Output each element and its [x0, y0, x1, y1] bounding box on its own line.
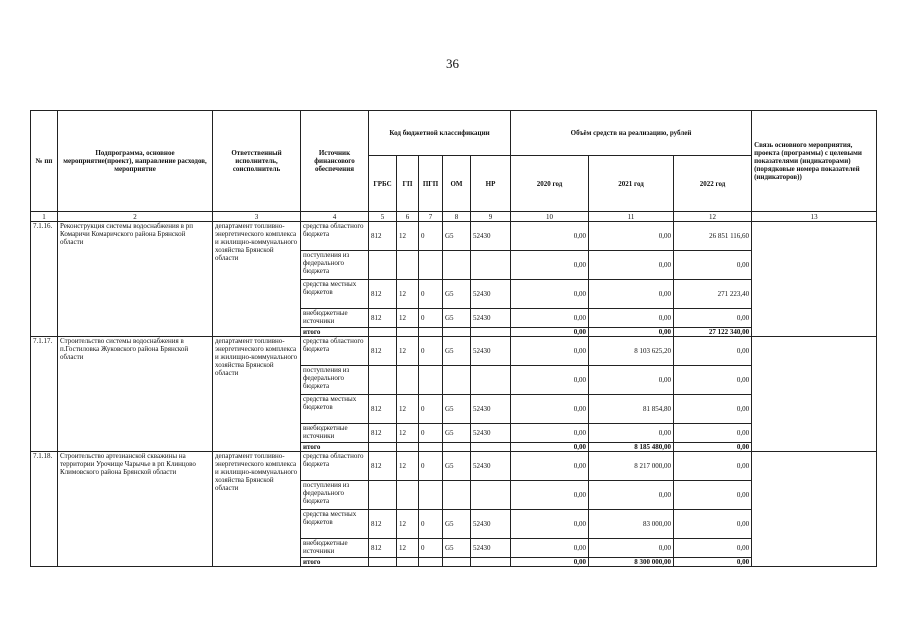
header-pgp: ПГП	[419, 156, 443, 212]
code-pgp: 0	[419, 395, 443, 424]
amount-y2022: 0,00	[674, 510, 752, 539]
code-grbs: 812	[369, 539, 397, 558]
code-np: 52430	[471, 309, 511, 328]
code-pgp: 0	[419, 309, 443, 328]
code-grbs: 812	[369, 280, 397, 309]
code-pgp	[419, 251, 443, 280]
empty-cell	[419, 558, 443, 567]
code-gp: 12	[397, 222, 419, 251]
amount-y2021: 8 217 000,00	[589, 452, 674, 481]
code-gp: 12	[397, 510, 419, 539]
code-pgp: 0	[419, 280, 443, 309]
col-num: 13	[752, 212, 877, 222]
code-om: G5	[443, 452, 471, 481]
code-om: G5	[443, 280, 471, 309]
funding-source: средства областного бюджета	[301, 452, 369, 481]
col-num: 11	[589, 212, 674, 222]
code-np	[471, 481, 511, 510]
funding-source: средства местных бюджетов	[301, 510, 369, 539]
amount-y2020: 0,00	[511, 222, 589, 251]
code-grbs	[369, 366, 397, 395]
amount-y2021: 0,00	[589, 481, 674, 510]
col-num: 10	[511, 212, 589, 222]
col-num: 4	[301, 212, 369, 222]
amount-y2022: 26 851 116,60	[674, 222, 752, 251]
indicator-link	[752, 337, 877, 452]
header-source: Источник финансового обеспечения	[301, 111, 369, 212]
header-2020: 2020 год	[511, 156, 589, 212]
amount-y2021: 0,00	[589, 251, 674, 280]
amount-y2022: 271 223,40	[674, 280, 752, 309]
code-gp: 12	[397, 395, 419, 424]
code-grbs: 812	[369, 337, 397, 366]
amount-y2020: 0,00	[511, 337, 589, 366]
amount-y2021: 81 854,80	[589, 395, 674, 424]
empty-cell	[419, 328, 443, 337]
code-np: 52430	[471, 424, 511, 443]
item-responsible: департамент топливно-энергетического комплекса и жилищно-коммунального хозяйства Брянской области	[213, 337, 301, 452]
total-label: итого	[301, 558, 369, 567]
header-grbs: ГРБС	[369, 156, 397, 212]
amount-y2022: 0,00	[674, 309, 752, 328]
col-num: 3	[213, 212, 301, 222]
col-num: 6	[397, 212, 419, 222]
amount-y2021: 0,00	[589, 280, 674, 309]
code-om: G5	[443, 424, 471, 443]
code-om: G5	[443, 510, 471, 539]
col-num: 9	[471, 212, 511, 222]
header-volume: Объём средств на реализацию, рублей	[511, 111, 752, 156]
header-responsible: Ответственный исполнитель, соисполнитель	[213, 111, 301, 212]
funding-source: средства областного бюджета	[301, 337, 369, 366]
funding-source: внебюджетные источники	[301, 309, 369, 328]
col-num: 5	[369, 212, 397, 222]
code-grbs: 812	[369, 424, 397, 443]
code-om: G5	[443, 337, 471, 366]
header-budget-code: Код бюджетной классификации	[369, 111, 511, 156]
code-np: 52430	[471, 337, 511, 366]
empty-cell	[471, 443, 511, 452]
item-title: Строительство системы водоснабжения в п.Гостиловка Жуковского района Брянской области	[58, 337, 213, 452]
code-pgp: 0	[419, 424, 443, 443]
total-y2022: 0,00	[674, 558, 752, 567]
amount-y2021: 8 103 625,20	[589, 337, 674, 366]
amount-y2021: 0,00	[589, 424, 674, 443]
item-title: Реконструкция системы водоснабжения в рп Комаричи Комаричского района Брянской области	[58, 222, 213, 337]
amount-y2020: 0,00	[511, 539, 589, 558]
total-y2020: 0,00	[511, 328, 589, 337]
empty-cell	[471, 558, 511, 567]
item-number: 7.1.17.	[31, 337, 58, 452]
indicator-link	[752, 452, 877, 567]
amount-y2020: 0,00	[511, 452, 589, 481]
item-number: 7.1.18.	[31, 452, 58, 567]
code-pgp: 0	[419, 510, 443, 539]
col-num: 7	[419, 212, 443, 222]
funding-source: средства областного бюджета	[301, 222, 369, 251]
amount-y2020: 0,00	[511, 280, 589, 309]
header-np: НР	[471, 156, 511, 212]
code-pgp: 0	[419, 452, 443, 481]
code-gp: 12	[397, 539, 419, 558]
code-pgp: 0	[419, 222, 443, 251]
amount-y2020: 0,00	[511, 309, 589, 328]
item-responsible: департамент топливно-энергетического комплекса и жилищно-коммунального хозяйства Брянской области	[213, 452, 301, 567]
total-y2022: 27 122 340,00	[674, 328, 752, 337]
col-num: 12	[674, 212, 752, 222]
amount-y2020: 0,00	[511, 251, 589, 280]
code-np: 52430	[471, 452, 511, 481]
code-pgp	[419, 366, 443, 395]
header-om: ОМ	[443, 156, 471, 212]
funding-source: поступления из федерального бюджета	[301, 481, 369, 510]
code-gp: 12	[397, 452, 419, 481]
funding-source: поступления из федерального бюджета	[301, 251, 369, 280]
amount-y2022: 0,00	[674, 395, 752, 424]
funding-source: поступления из федерального бюджета	[301, 366, 369, 395]
code-grbs: 812	[369, 309, 397, 328]
table-row	[31, 337, 877, 366]
col-num: 2	[58, 212, 213, 222]
total-y2020: 0,00	[511, 443, 589, 452]
code-np: 52430	[471, 280, 511, 309]
amount-y2022: 0,00	[674, 337, 752, 366]
code-np: 52430	[471, 395, 511, 424]
code-gp: 12	[397, 337, 419, 366]
code-om: G5	[443, 309, 471, 328]
code-om	[443, 481, 471, 510]
header-link: Связь основного мероприятия, проекта (программы) с целевыми показателями (индикаторами) (порядковые номера показателей (индикаторов))	[752, 111, 877, 212]
funding-source: внебюджетные источники	[301, 539, 369, 558]
amount-y2021: 0,00	[589, 366, 674, 395]
empty-cell	[369, 328, 397, 337]
total-label: итого	[301, 443, 369, 452]
code-pgp: 0	[419, 539, 443, 558]
empty-cell	[443, 443, 471, 452]
amount-y2021: 83 000,00	[589, 510, 674, 539]
empty-cell	[397, 328, 419, 337]
amount-y2022: 0,00	[674, 366, 752, 395]
code-gp	[397, 251, 419, 280]
amount-y2020: 0,00	[511, 481, 589, 510]
amount-y2022: 0,00	[674, 424, 752, 443]
page-number: 36	[446, 56, 459, 71]
total-y2021: 8 185 480,00	[589, 443, 674, 452]
col-num: 8	[443, 212, 471, 222]
amount-y2021: 0,00	[589, 309, 674, 328]
code-grbs: 812	[369, 222, 397, 251]
amount-y2020: 0,00	[511, 424, 589, 443]
empty-cell	[471, 328, 511, 337]
code-gp: 12	[397, 424, 419, 443]
code-grbs: 812	[369, 395, 397, 424]
header-gp: ГП	[397, 156, 419, 212]
empty-cell	[443, 328, 471, 337]
amount-y2022: 0,00	[674, 481, 752, 510]
code-om: G5	[443, 395, 471, 424]
code-np	[471, 366, 511, 395]
amount-y2021: 0,00	[589, 539, 674, 558]
amount-y2022: 0,00	[674, 251, 752, 280]
code-pgp: 0	[419, 337, 443, 366]
header-2022: 2022 год	[674, 156, 752, 212]
code-gp: 12	[397, 309, 419, 328]
code-om	[443, 366, 471, 395]
code-np: 52430	[471, 510, 511, 539]
code-gp: 12	[397, 280, 419, 309]
column-numbers-row	[31, 212, 877, 222]
code-np	[471, 251, 511, 280]
empty-cell	[419, 443, 443, 452]
table-row	[31, 222, 877, 251]
col-num: 1	[31, 212, 58, 222]
code-om: G5	[443, 539, 471, 558]
amount-y2020: 0,00	[511, 366, 589, 395]
total-y2020: 0,00	[511, 558, 589, 567]
header-subprogram: Подпрограмма, основное мероприятие(проект), направление расходов, мероприятие	[58, 111, 213, 212]
code-grbs: 812	[369, 510, 397, 539]
empty-cell	[397, 443, 419, 452]
total-y2022: 0,00	[674, 443, 752, 452]
code-om: G5	[443, 222, 471, 251]
amount-y2020: 0,00	[511, 510, 589, 539]
funding-source: внебюджетные источники	[301, 424, 369, 443]
empty-cell	[443, 558, 471, 567]
empty-cell	[369, 558, 397, 567]
funding-source: средства местных бюджетов	[301, 395, 369, 424]
item-title: Строительство артезианской скважины на территории Урочище Чарычье в рп Клинцово Климовского района Брянской области	[58, 452, 213, 567]
amount-y2022: 0,00	[674, 452, 752, 481]
empty-cell	[369, 443, 397, 452]
budget-table	[30, 110, 877, 567]
indicator-link	[752, 222, 877, 337]
table-row	[31, 452, 877, 481]
code-np: 52430	[471, 222, 511, 251]
amount-y2022: 0,00	[674, 539, 752, 558]
total-label: итого	[301, 328, 369, 337]
amount-y2021: 0,00	[589, 222, 674, 251]
code-grbs: 812	[369, 452, 397, 481]
empty-cell	[397, 558, 419, 567]
funding-source: средства местных бюджетов	[301, 280, 369, 309]
code-np: 52430	[471, 539, 511, 558]
header-no: № пп	[31, 111, 58, 212]
total-y2021: 0,00	[589, 328, 674, 337]
item-responsible: департамент топливно-энергетического комплекса и жилищно-коммунального хозяйства Брянской области	[213, 222, 301, 337]
code-gp	[397, 481, 419, 510]
total-y2021: 8 300 000,00	[589, 558, 674, 567]
amount-y2020: 0,00	[511, 395, 589, 424]
code-grbs	[369, 251, 397, 280]
header-2021: 2021 год	[589, 156, 674, 212]
code-pgp	[419, 481, 443, 510]
code-grbs	[369, 481, 397, 510]
item-number: 7.1.16.	[31, 222, 58, 337]
code-om	[443, 251, 471, 280]
code-gp	[397, 366, 419, 395]
